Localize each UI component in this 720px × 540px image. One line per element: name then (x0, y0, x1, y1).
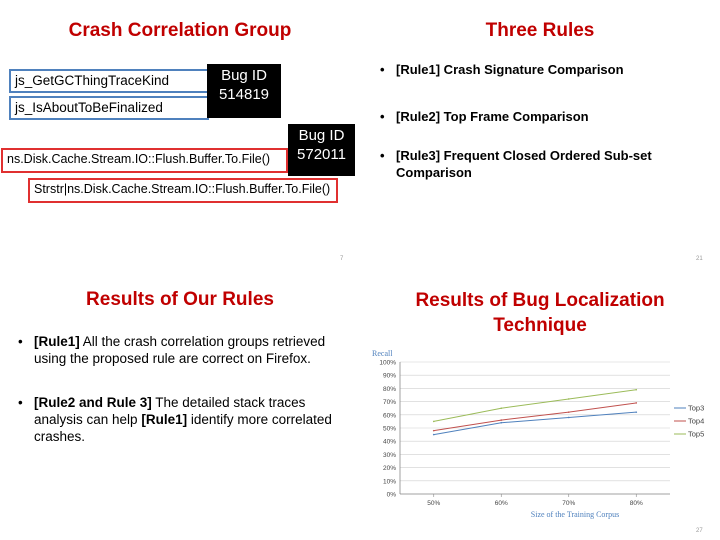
slide-title: Crash Correlation Group (68, 20, 292, 41)
page-number: 21 (696, 256, 703, 262)
data-point-top4 (568, 411, 570, 413)
y-tick-label: 80% (382, 385, 396, 393)
data-point-top4 (433, 430, 435, 432)
data-point-top5 (568, 398, 570, 400)
legend-label: Top3 (688, 403, 705, 413)
bug-id-label: Bug ID (298, 127, 345, 144)
data-point-top5 (500, 407, 502, 409)
y-tick-label: 50% (382, 425, 396, 433)
legend-label: Top4 (688, 416, 705, 426)
bug-id-label-514819 (207, 64, 281, 118)
slide-crash-correlation-group (0, 0, 360, 270)
rule-item: • [Rule3] Frequent Closed Ordered Sub-set Comparison (376, 147, 706, 181)
bug-id-label-572011 (288, 124, 355, 176)
y-tick-label: 30% (382, 451, 396, 459)
function-box-finalized: js_IsAboutToBeFinalized (9, 96, 209, 120)
series-line-top5 (434, 390, 637, 422)
result-item: • [Rule1] All the crash correlation groups retrieved using the proposed rule are correct on Firefox. (14, 333, 344, 367)
results-list (14, 333, 344, 445)
data-point-top5 (635, 389, 637, 391)
y-tick-label: 20% (382, 465, 396, 473)
bug-id-label: Bug ID (221, 67, 267, 84)
data-point-top4 (635, 402, 637, 404)
slide-title-line2: Technique (493, 315, 587, 336)
x-tick-label: 80% (629, 500, 643, 507)
series-line-top4 (434, 403, 637, 431)
rules-list (376, 61, 706, 181)
rule-item: • [Rule2] Top Frame Comparison (376, 108, 706, 125)
bug-id-number: 514819 (218, 86, 270, 103)
page-number: 7 (340, 256, 344, 262)
slide-title: Results of Our Rules (86, 289, 274, 310)
x-tick-label: 50% (427, 500, 441, 507)
bug-id-number: 572011 (297, 146, 346, 163)
slide-bug-localization-results (360, 270, 720, 540)
slide-three-rules (360, 0, 720, 270)
x-axis-label: Size of the Training Corpus (530, 510, 620, 519)
data-point-top4 (500, 419, 502, 421)
y-tick-label: 10% (382, 478, 396, 486)
x-tick-label: 70% (562, 500, 576, 507)
data-point-top5 (433, 421, 435, 423)
rule-item: • [Rule1] Crash Signature Comparison (376, 61, 706, 78)
slide-title-line1: Results of Bug Localization (415, 290, 665, 311)
data-point-top3 (635, 411, 637, 413)
x-tick-label: 60% (494, 500, 508, 507)
data-point-top3 (433, 434, 435, 436)
result-item: • [Rule2 and Rule 3] The detailed stack traces analysis can help [Rule1] identify more correlated crashes. (14, 394, 344, 445)
y-tick-label: 70% (382, 399, 396, 407)
function-box-strstr-flushbuffer: Strstr|ns.Disk.Cache.Stream.IO::Flush.Buffer.To.File() (28, 178, 338, 203)
page-number: 27 (696, 528, 703, 534)
slide-title: Three Rules (485, 20, 595, 41)
function-box-flushbuffer: ns.Disk.Cache.Stream.IO::Flush.Buffer.To.File() (1, 148, 288, 173)
legend-label: Top5 (688, 429, 705, 439)
y-tick-label: 90% (382, 372, 396, 380)
data-point-top3 (568, 417, 570, 419)
recall-line-chart (370, 348, 715, 538)
y-tick-label: 40% (382, 438, 396, 446)
data-point-top3 (500, 422, 502, 424)
slide-results-of-our-rules (0, 270, 360, 540)
function-box-gcthing: js_GetGCThingTraceKind (9, 69, 209, 93)
y-tick-label: 100% (379, 359, 396, 367)
y-tick-label: 0% (386, 491, 396, 499)
y-tick-label: 60% (382, 412, 396, 420)
y-axis-label: Recall (372, 349, 393, 358)
